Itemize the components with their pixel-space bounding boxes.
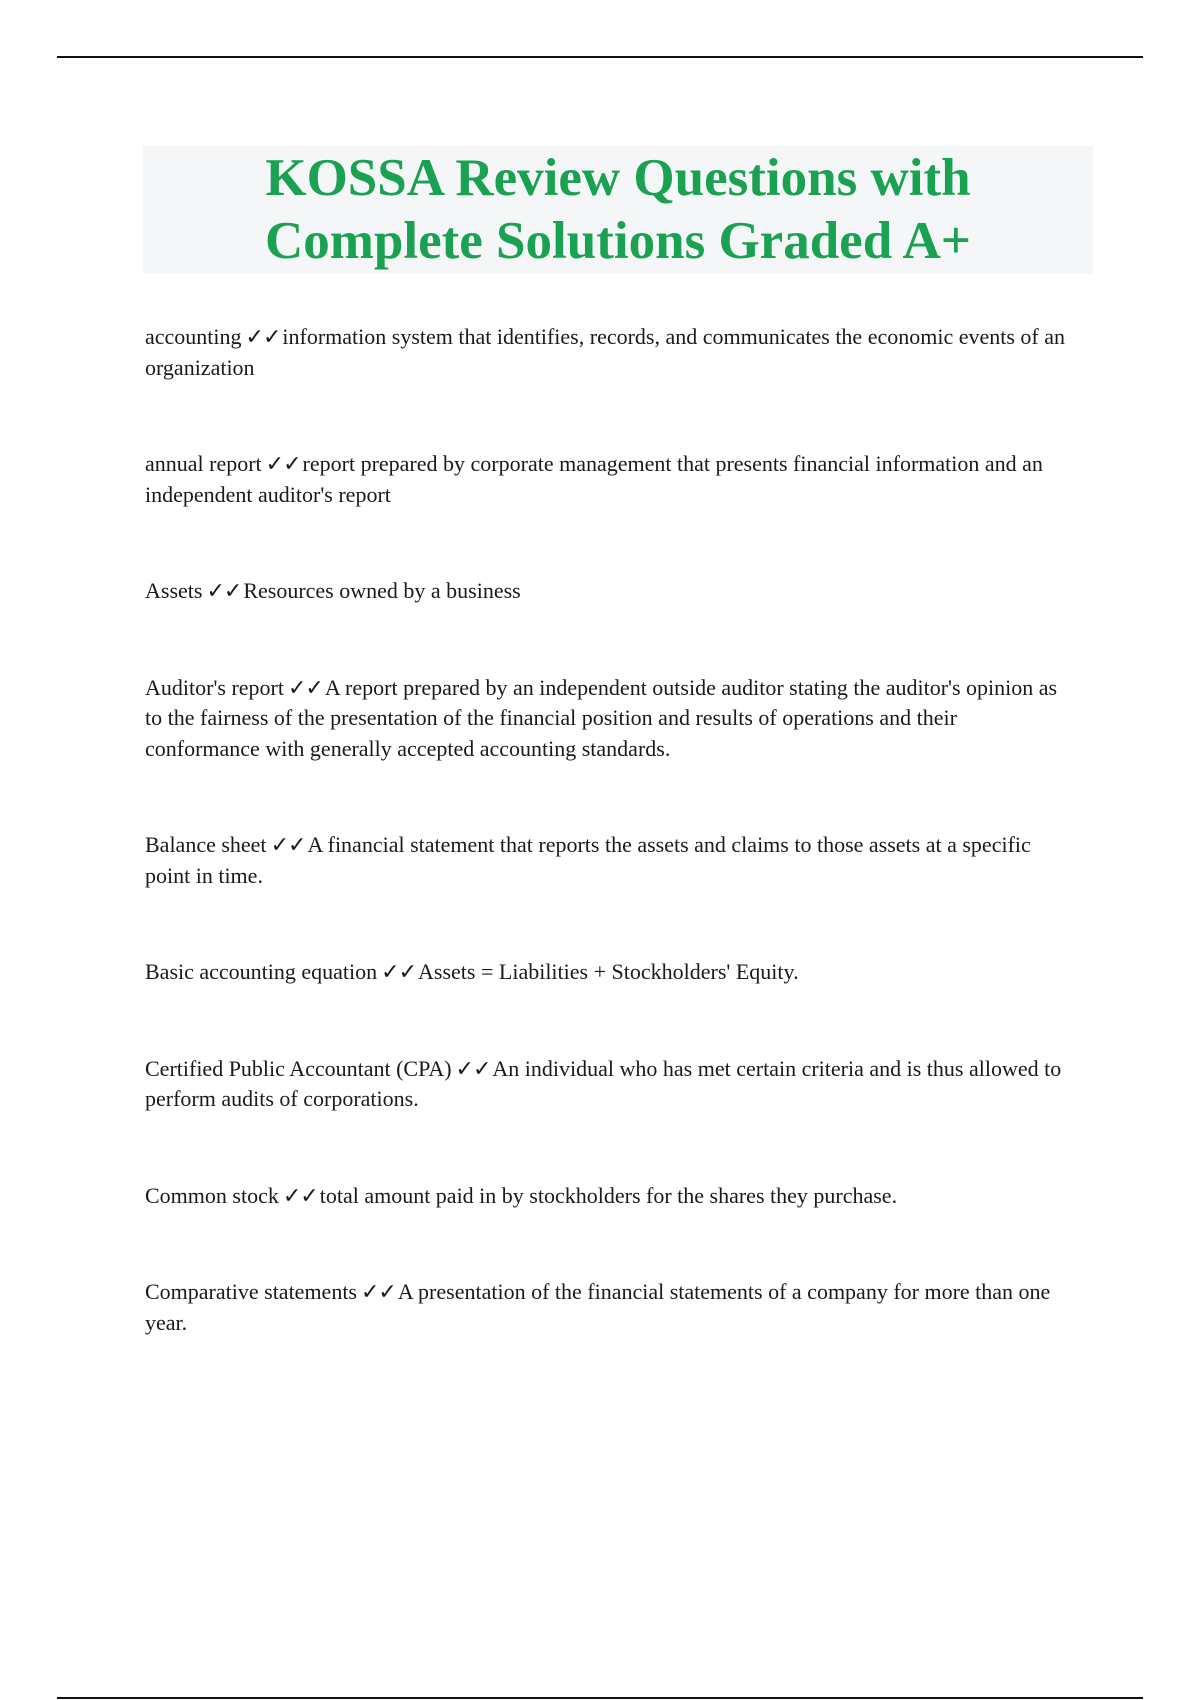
glossary-list	[145, 322, 1070, 1338]
glossary-entry-accounting	[145, 322, 1070, 383]
page-title	[265, 147, 971, 273]
entry-definition: Assets = Liabilities + Stockholders' Equity.	[418, 959, 799, 984]
double-check-icon: ✓✓	[282, 1182, 318, 1208]
double-check-icon: ✓✓	[245, 324, 281, 349]
entry-definition: A presentation of the financial statements of a company for more than one year.	[145, 1279, 1051, 1335]
double-check-icon: ✓✓	[455, 1055, 491, 1081]
footer-rule	[57, 1697, 1143, 1699]
double-check-icon: ✓✓	[265, 451, 301, 476]
page-title-line-1: KOSSA Review Questions with	[265, 149, 971, 207]
entry-definition: information system that identifies, records, and communicates the economic events of an organization	[145, 324, 1066, 380]
double-check-icon: ✓✓	[270, 832, 306, 857]
entry-term: Auditor's report	[145, 674, 284, 700]
entry-term: annual report	[145, 451, 262, 476]
entry-definition: Resources owned by a business	[243, 578, 521, 603]
page-title-line-2: Complete Solutions Graded A+	[264, 212, 971, 270]
entry-term: Basic accounting equation	[145, 959, 378, 984]
entry-term: Certified Public Accountant (CPA)	[145, 1055, 452, 1081]
entry-definition: total amount paid in by stockholders for the shares they purchase.	[319, 1182, 898, 1208]
entry-definition: A report prepared by an independent outside auditor stating the auditor's opinion as to the fairness of the presentation of the financial position and results of operations and their conformance with generally accepted accounting standards.	[145, 674, 1058, 761]
entry-term: Common stock	[145, 1182, 279, 1208]
double-check-icon: ✓✓	[288, 674, 323, 700]
double-check-icon: ✓✓	[361, 1279, 396, 1304]
glossary-entry-cpa	[145, 1054, 1070, 1115]
entry-term: Comparative statements	[145, 1279, 357, 1304]
title-banner	[143, 146, 1093, 274]
entry-term: Balance sheet	[145, 832, 267, 857]
entry-definition: An individual who has met certain criteria and is thus allowed to perform audits of corporations.	[145, 1055, 1062, 1111]
glossary-entry-assets	[145, 576, 1070, 607]
glossary-entry-common-stock	[145, 1181, 1070, 1212]
glossary-entry-basic-accounting-equation	[145, 957, 1070, 988]
glossary-entry-annual-report	[145, 449, 1070, 510]
entry-term: Assets	[145, 578, 203, 603]
glossary-entry-balance-sheet	[145, 830, 1070, 891]
double-check-icon: ✓✓	[381, 959, 417, 984]
entry-definition: report prepared by corporate management that presents financial information and an independent auditor's report	[145, 451, 1043, 507]
glossary-entry-auditors-report	[145, 673, 1070, 765]
entry-definition: A financial statement that reports the assets and claims to those assets at a specific point in time.	[145, 832, 1031, 888]
double-check-icon: ✓✓	[206, 578, 242, 603]
entry-term: accounting	[145, 324, 242, 349]
glossary-entry-comparative-statements	[145, 1277, 1070, 1338]
header-rule	[57, 56, 1143, 58]
